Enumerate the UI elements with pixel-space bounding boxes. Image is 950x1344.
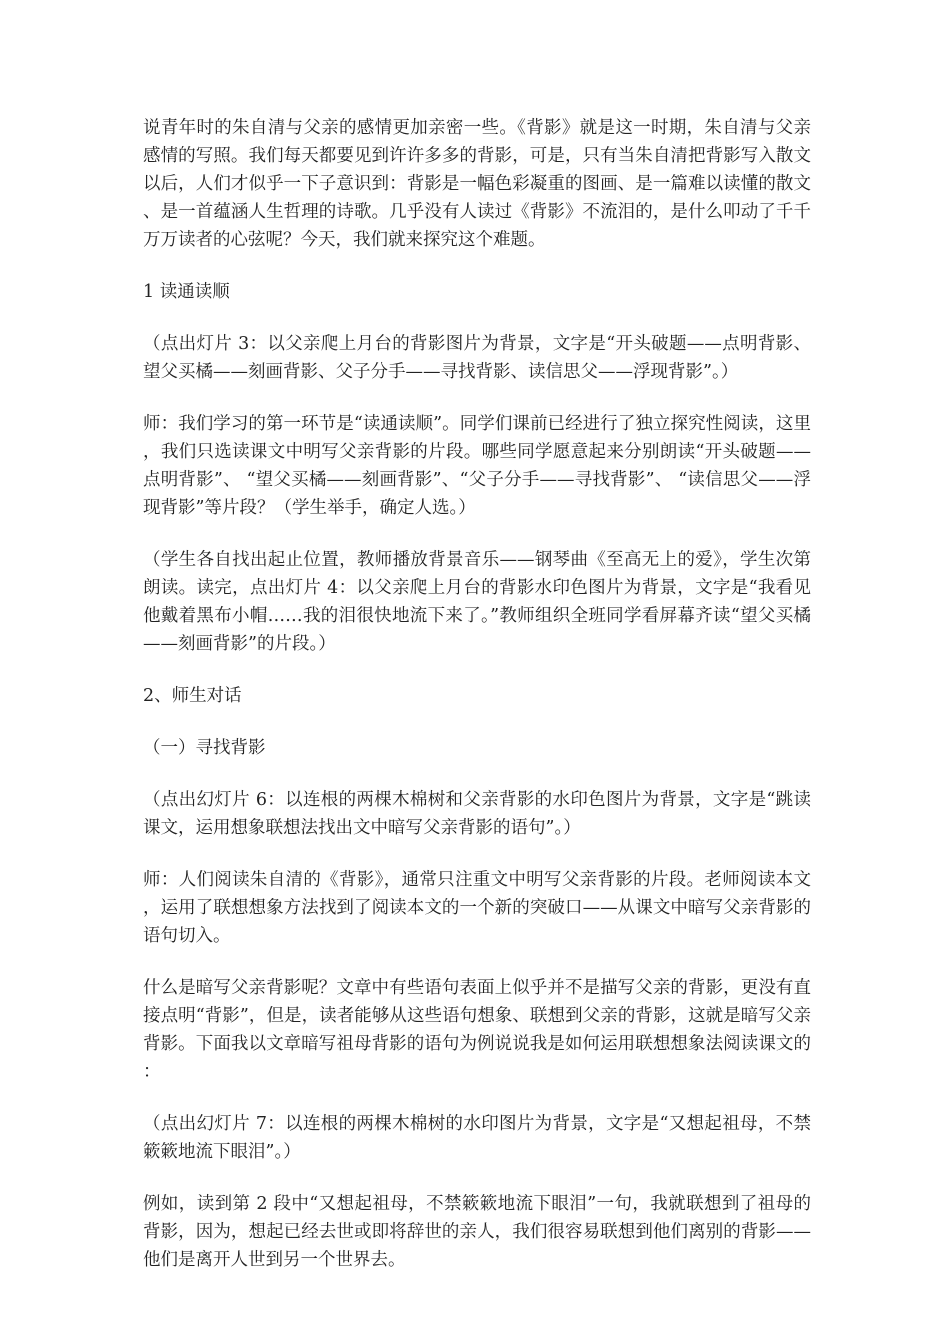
paragraph-intro: 说青年时的朱自清与父亲的感情更加亲密一些。《背影》就是这一时期，朱自清与父亲感情的写照。我们每天都要见到许许多多的背影，可是，只有当朱自清把背影写入散文以后，人们才似乎一下子意识到：背影是一幅色彩凝重的图画、是一篇难以读懂的散文、是一首蕴涵人生哲理的诗歌。几乎没有人读过《背影》不流泪的，是什么叩动了千千万万读者的心弦呢？今天，我们就来探究这个难题。	[143, 118, 811, 250]
paragraph-slide-3-note: （点出灯片 3：以父亲爬上月台的背影图片为背景，文字是“开头破题——点明背影、望父买橘——刻画背影、父子分手——寻找背影、读信思父——浮现背影”。）	[143, 334, 811, 382]
paragraph-teacher-step-one: 师：我们学习的第一环节是“读通读顺”。同学们课前已经进行了独立探究性阅读，这里，我们只选读课文中明写父亲背影的片段。哪些同学愿意起来分别朗读“开头破题——点明背影”、 “望父买橘——刻画背影”、“父子分手——寻找背影”、 “读信思父——浮现背影”等片段？（学生举手，确定人选。）	[143, 414, 811, 518]
paragraph-student-reading: （学生各自找出起止位置，教师播放背景音乐——钢琴曲《至高无上的爱》，学生次第朗读。读完，点出灯片 4：以父亲爬上月台的背影水印色图片为背景，文字是“我看见他戴着黑布小帽……我的泪很快地流下来了。”教师组织全班同学看屏幕齐读“望父买橘——刻画背影”的片段。）	[143, 550, 811, 654]
section-heading-dialogue: 2、师生对话	[143, 686, 242, 706]
section-heading-read-through: 1 读通读顺	[143, 282, 230, 302]
paragraph-teacher-method: 师：人们阅读朱自清的《背影》，通常只注重文中明写父亲背影的片段。老师阅读本文，运用了联想想象方法找到了阅读本文的一个新的突破口——从课文中暗写父亲背影的语句切入。	[143, 870, 811, 946]
document-page	[143, 114, 811, 1298]
paragraph-slide-6-note: （点出幻灯片 6：以连根的两棵木棉树和父亲背影的水印色图片为背景，文字是“跳读课文，运用想象联想法找出文中暗写父亲背影的语句”。）	[143, 790, 811, 838]
paragraph-slide-7-note: （点出幻灯片 7：以连根的两棵木棉树的水印图片为背景，文字是“又想起祖母，不禁簌簌地流下眼泪”。）	[143, 1114, 811, 1162]
paragraph-implicit-definition: 什么是暗写父亲背影呢？文章中有些语句表面上似乎并不是描写父亲的背影，更没有直接点明“背影”，但是，读者能够从这些语句想象、联想到父亲的背影，这就是暗写父亲背影。下面我以文章暗写祖母背影的语句为例说说我是如何运用联想想象法阅读课文的：	[143, 978, 811, 1082]
paragraph-example: 例如，读到第 2 段中“又想起祖母，不禁簌簌地流下眼泪”一句，我就联想到了祖母的背影，因为，想起已经去世或即将辞世的亲人，我们很容易联想到他们离别的背影——他们是离开人世到另一个世界去。	[143, 1194, 811, 1270]
subsection-heading-find-back: （一）寻找背影	[143, 738, 266, 758]
